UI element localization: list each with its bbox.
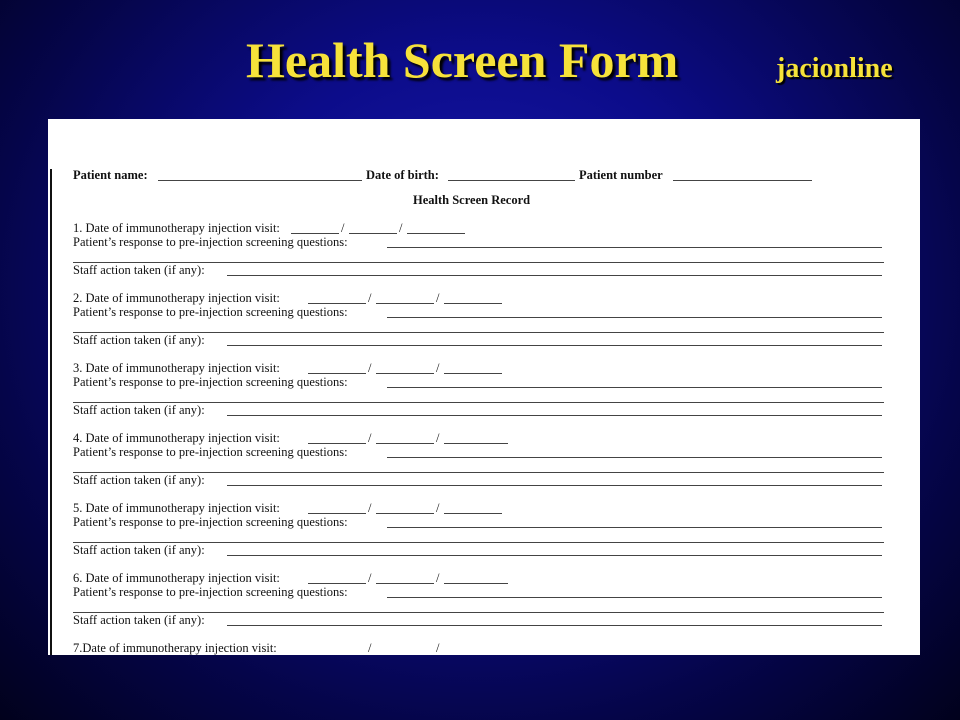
screening-response-field[interactable]	[387, 317, 882, 318]
screening-response-label: Patient’s response to pre-injection screening questions:	[73, 305, 348, 319]
patient-name-label: Patient name:	[73, 168, 148, 182]
record-title: Health Screen Record	[413, 193, 531, 207]
visit-year-field[interactable]	[444, 303, 502, 304]
screening-response-label: Patient’s response to pre-injection screening questions:	[73, 375, 348, 389]
staff-action-field[interactable]	[227, 345, 882, 346]
screening-response-field[interactable]	[387, 457, 882, 458]
patient-number-field[interactable]	[673, 180, 812, 181]
screening-response-field[interactable]	[387, 527, 882, 528]
screening-response-label: Patient’s response to pre-injection screening questions:	[73, 445, 348, 459]
date-separator: /	[436, 501, 440, 515]
visit-year-field[interactable]	[444, 583, 508, 584]
date-separator: /	[436, 431, 440, 445]
staff-action-field[interactable]	[227, 275, 882, 276]
date-separator: /	[368, 431, 372, 445]
slide-title: Health Screen Form	[246, 32, 679, 88]
date-separator: /	[368, 291, 372, 305]
visit-day-field[interactable]	[376, 303, 434, 304]
staff-action-label: Staff action taken (if any):	[73, 403, 205, 417]
staff-action-label: Staff action taken (if any):	[73, 543, 205, 557]
staff-action-label: Staff action taken (if any):	[73, 263, 205, 277]
date-separator: /	[368, 501, 372, 515]
visit-month-field[interactable]	[291, 233, 339, 234]
visit-year-field[interactable]	[444, 513, 502, 514]
date-of-birth-label: Date of birth:	[366, 168, 439, 182]
date-separator: /	[341, 221, 345, 235]
staff-action-field[interactable]	[227, 625, 882, 626]
visit-day-field[interactable]	[376, 513, 434, 514]
date-separator: /	[436, 361, 440, 375]
staff-action-field[interactable]	[227, 555, 882, 556]
visit-date-label: 2. Date of immunotherapy injection visit:	[73, 291, 280, 305]
screening-response-field[interactable]	[387, 247, 882, 248]
staff-action-label: Staff action taken (if any):	[73, 473, 205, 487]
visit-day-field[interactable]	[349, 233, 397, 234]
screening-response-label: Patient’s response to pre-injection screening questions:	[73, 515, 348, 529]
date-separator: /	[368, 361, 372, 375]
visit-month-field[interactable]	[308, 583, 366, 584]
staff-action-label: Staff action taken (if any):	[73, 613, 205, 627]
staff-action-field[interactable]	[227, 485, 882, 486]
date-separator: /	[436, 291, 440, 305]
visit-date-label: 7.Date of immunotherapy injection visit:	[73, 641, 277, 655]
visit-month-field[interactable]	[308, 373, 366, 374]
staff-action-label: Staff action taken (if any):	[73, 333, 205, 347]
source-label: jacionline	[776, 53, 893, 84]
visit-year-field[interactable]	[444, 443, 508, 444]
date-separator: /	[368, 571, 372, 585]
screening-response-label: Patient’s response to pre-injection screening questions:	[73, 585, 348, 599]
visit-month-field[interactable]	[308, 303, 366, 304]
date-of-birth-field[interactable]	[448, 180, 575, 181]
patient-name-field[interactable]	[158, 180, 362, 181]
visit-year-field[interactable]	[444, 373, 502, 374]
visit-date-label: 6. Date of immunotherapy injection visit:	[73, 571, 280, 585]
visit-month-field[interactable]	[308, 513, 366, 514]
visit-year-field[interactable]	[407, 233, 465, 234]
patient-number-label: Patient number	[579, 168, 663, 182]
date-separator: /	[436, 641, 440, 655]
visit-date-label: 3. Date of immunotherapy injection visit:	[73, 361, 280, 375]
visit-day-field[interactable]	[376, 443, 434, 444]
date-separator: /	[399, 221, 403, 235]
date-separator: /	[436, 571, 440, 585]
staff-action-field[interactable]	[227, 415, 882, 416]
visit-date-label: 4. Date of immunotherapy injection visit:	[73, 431, 280, 445]
visit-date-label: 1. Date of immunotherapy injection visit:	[73, 221, 280, 235]
visit-day-field[interactable]	[376, 583, 434, 584]
screening-response-label: Patient’s response to pre-injection screening questions:	[73, 235, 348, 249]
screening-response-field[interactable]	[387, 597, 882, 598]
visit-day-field[interactable]	[376, 373, 434, 374]
form-left-border	[50, 169, 52, 655]
visit-month-field[interactable]	[308, 443, 366, 444]
visit-date-label: 5. Date of immunotherapy injection visit:	[73, 501, 280, 515]
date-separator: /	[368, 641, 372, 655]
health-screen-form	[48, 119, 920, 655]
screening-response-field[interactable]	[387, 387, 882, 388]
